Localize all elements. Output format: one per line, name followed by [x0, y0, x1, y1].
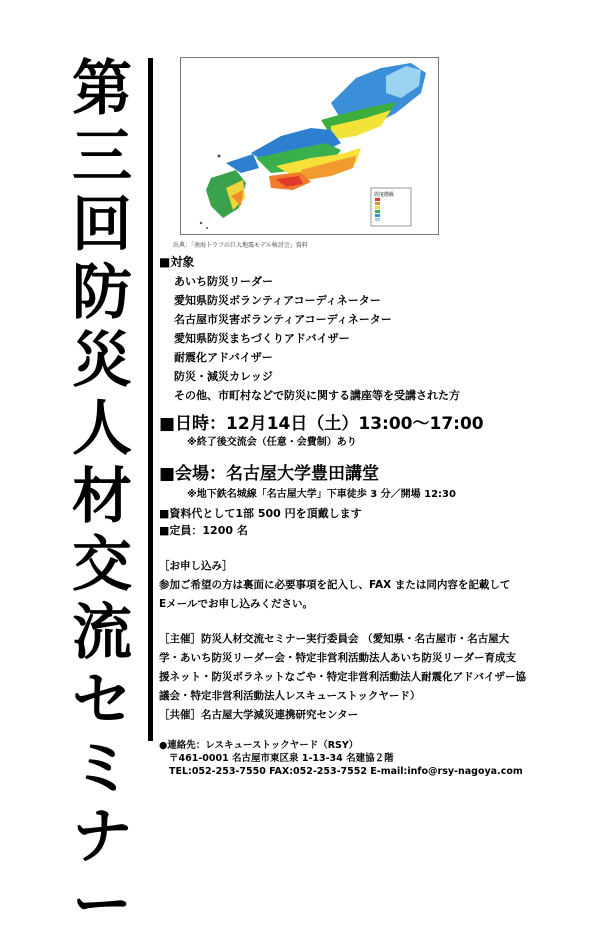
seminar-details [159, 254, 579, 778]
apply-line-1: 参加ご希望の方は裏面に必要事項を記入し、FAX または同内容を記載して [159, 579, 511, 591]
title-char: 災 [72, 326, 132, 396]
target-item: 防災・減災カレッジ [174, 370, 273, 383]
organizer-line-2: 学・あいち防災リーダー会・特定非営利活動法人あいち防災リーダー育成支 [159, 652, 516, 664]
title-char: ナ [72, 802, 132, 872]
target-item: あいち防災リーダー [174, 275, 273, 288]
title-char: 防 [72, 258, 132, 328]
title-char: 人 [72, 394, 132, 464]
map-legend-title: 震度階級 [374, 192, 395, 198]
target-item: 耐震化アドバイザー [174, 351, 273, 364]
fee: ■資料代として1部 500 円を頂戴します [159, 507, 362, 520]
title-char: 回 [72, 190, 132, 260]
title-char: セ [72, 666, 132, 736]
target-item: 愛知県防災ボランティアコーディネーター [174, 294, 381, 307]
apply-heading: ［お申し込み］ [159, 560, 233, 572]
title-char: 三 [72, 122, 132, 192]
organizer-line-3: 援ネット・防災ボラネットなごや・特定非営利活動法人耐震化アドバイザー協 [159, 671, 526, 683]
target-item: 愛知県防災まちづくりアドバイザー [174, 332, 350, 345]
seminar-title [62, 55, 142, 939]
venue-note: ※地下鉄名城線「名古屋大学」下車徒歩 3 分／開場 12:30 [187, 489, 456, 500]
capacity: ■定員：1200 名 [159, 524, 248, 537]
title-char: 材 [72, 462, 132, 532]
organizer-line-4: 議会・特定非営利活動法人レスキューストックヤード） [159, 690, 421, 702]
apply-line-2: Eメールでお申し込みください。 [159, 598, 313, 610]
earthquake-intensity-map [180, 57, 439, 235]
title-char: ー [72, 870, 132, 940]
contact-address: 〒461-0001 名古屋市東区泉 1-13-34 名建協２階 [169, 753, 394, 764]
target-heading: ■対象 [159, 255, 195, 269]
map-source-caption: 出典：「南海トラフの巨大地震モデル検討会」資料 [173, 242, 308, 249]
title-char: 第 [72, 54, 132, 124]
title-divider-line [148, 58, 153, 741]
title-char: 流 [72, 598, 132, 668]
title-char: ミ [72, 734, 132, 804]
target-list [159, 272, 579, 405]
target-item: その他、市町村などで防災に関する講座等を受講された方 [174, 389, 460, 402]
venue: ■会場：名古屋大学豊田講堂 [159, 464, 380, 484]
contact-phone[interactable]: TEL:052-253-7550 FAX:052-253-7552 E-mail:info@rsy-nagoya.com [169, 766, 523, 777]
datetime-note: ※終了後交流会（任意・会費制）あり [187, 437, 357, 448]
contact-name: ●連絡先：レスキューストックヤード（RSY） [159, 740, 359, 751]
cosponsor: ［共催］名古屋大学減災連携研究センター [159, 709, 359, 721]
datetime: ■日時：12月14日（土）13:00～17:00 [159, 414, 484, 434]
organizer-block [159, 630, 579, 725]
target-item: 名古屋市災害ボランティアコーディネーター [174, 313, 392, 326]
organizer-line-1: ［主催］防災人材交流セミナー実行委員会 （愛知県・名古屋市・名古屋大 [159, 633, 510, 645]
contact-block [159, 739, 579, 778]
title-char: 交 [72, 530, 132, 600]
japan-map-image [181, 58, 438, 234]
